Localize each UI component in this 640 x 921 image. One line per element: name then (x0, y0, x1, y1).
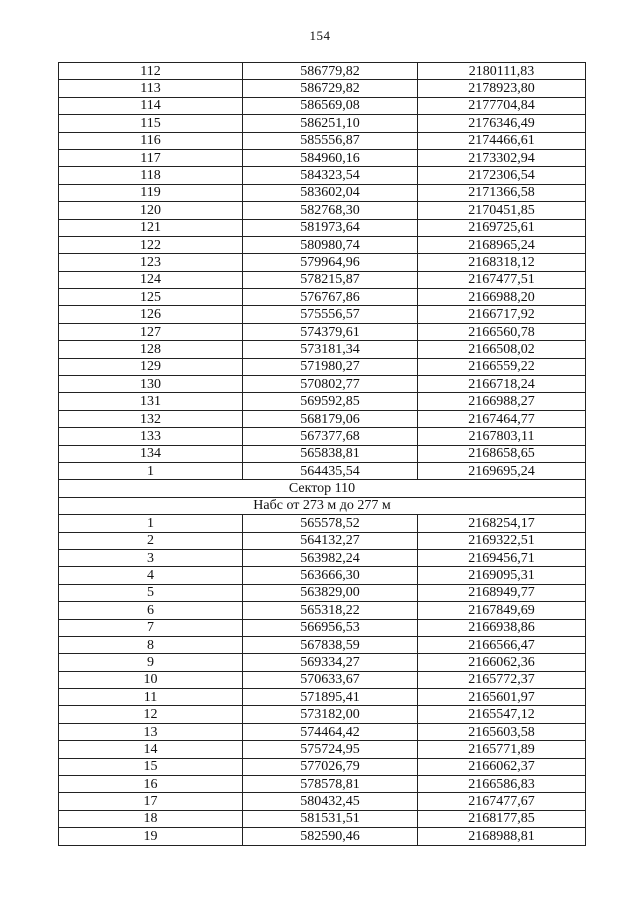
y-coordinate-cell: 2168988,81 (418, 828, 586, 845)
y-coordinate-cell: 2166988,27 (418, 393, 586, 410)
point-number-cell: 134 (59, 445, 243, 462)
table-row (59, 167, 586, 184)
y-coordinate-cell: 2165601,97 (418, 689, 586, 706)
table-row (59, 323, 586, 340)
table-row (59, 63, 586, 80)
y-coordinate-cell: 2166560,78 (418, 323, 586, 340)
point-number-cell: 116 (59, 132, 243, 149)
table-row (59, 636, 586, 653)
x-coordinate-cell: 565318,22 (243, 602, 418, 619)
point-number-cell: 131 (59, 393, 243, 410)
x-coordinate-cell: 568179,06 (243, 410, 418, 427)
point-number-cell: 126 (59, 306, 243, 323)
table-row (59, 793, 586, 810)
x-coordinate-cell: 573182,00 (243, 706, 418, 723)
table-row (59, 445, 586, 462)
y-coordinate-cell: 2166062,37 (418, 758, 586, 775)
y-coordinate-cell: 2168949,77 (418, 584, 586, 601)
y-coordinate-cell: 2166718,24 (418, 376, 586, 393)
table-row (59, 393, 586, 410)
y-coordinate-cell: 2166938,86 (418, 619, 586, 636)
y-coordinate-cell: 2166559,22 (418, 358, 586, 375)
table-row (59, 462, 586, 479)
x-coordinate-cell: 578578,81 (243, 776, 418, 793)
x-coordinate-cell: 563982,24 (243, 549, 418, 566)
x-coordinate-cell: 583602,04 (243, 184, 418, 201)
x-coordinate-cell: 571895,41 (243, 689, 418, 706)
point-number-cell: 127 (59, 323, 243, 340)
point-number-cell: 121 (59, 219, 243, 236)
point-number-cell: 2 (59, 532, 243, 549)
table-row (59, 254, 586, 271)
x-coordinate-cell: 575556,57 (243, 306, 418, 323)
section-title: Сектор 110 (59, 480, 586, 497)
table-row (59, 428, 586, 445)
point-number-cell: 117 (59, 149, 243, 166)
point-number-cell: 123 (59, 254, 243, 271)
point-number-cell: 7 (59, 619, 243, 636)
y-coordinate-cell: 2166062,36 (418, 654, 586, 671)
x-coordinate-cell: 567377,68 (243, 428, 418, 445)
y-coordinate-cell: 2168965,24 (418, 236, 586, 253)
table-row (59, 654, 586, 671)
y-coordinate-cell: 2167464,77 (418, 410, 586, 427)
x-coordinate-cell: 574464,42 (243, 723, 418, 740)
point-number-cell: 1 (59, 462, 243, 479)
point-number-cell: 15 (59, 758, 243, 775)
point-number-cell: 18 (59, 810, 243, 827)
x-coordinate-cell: 565578,52 (243, 515, 418, 532)
y-coordinate-cell: 2169322,51 (418, 532, 586, 549)
y-coordinate-cell: 2178923,80 (418, 80, 586, 97)
x-coordinate-cell: 582590,46 (243, 828, 418, 845)
point-number-cell: 11 (59, 689, 243, 706)
y-coordinate-cell: 2169456,71 (418, 549, 586, 566)
table-row (59, 584, 586, 601)
x-coordinate-cell: 576767,86 (243, 289, 418, 306)
point-number-cell: 132 (59, 410, 243, 427)
x-coordinate-cell: 581531,51 (243, 810, 418, 827)
table-row (59, 202, 586, 219)
point-number-cell: 1 (59, 515, 243, 532)
x-coordinate-cell: 578215,87 (243, 271, 418, 288)
x-coordinate-cell: 575724,95 (243, 741, 418, 758)
x-coordinate-cell: 571980,27 (243, 358, 418, 375)
y-coordinate-cell: 2165603,58 (418, 723, 586, 740)
table-row (59, 410, 586, 427)
y-coordinate-cell: 2173302,94 (418, 149, 586, 166)
x-coordinate-cell: 564132,27 (243, 532, 418, 549)
point-number-cell: 128 (59, 341, 243, 358)
y-coordinate-cell: 2166717,92 (418, 306, 586, 323)
point-number-cell: 6 (59, 602, 243, 619)
y-coordinate-cell: 2166508,02 (418, 341, 586, 358)
x-coordinate-cell: 581973,64 (243, 219, 418, 236)
table-row (59, 776, 586, 793)
point-number-cell: 16 (59, 776, 243, 793)
x-coordinate-cell: 565838,81 (243, 445, 418, 462)
point-number-cell: 120 (59, 202, 243, 219)
table-row (59, 236, 586, 253)
table-row (59, 115, 586, 132)
point-number-cell: 12 (59, 706, 243, 723)
y-coordinate-cell: 2172306,54 (418, 167, 586, 184)
y-coordinate-cell: 2169725,61 (418, 219, 586, 236)
point-number-cell: 124 (59, 271, 243, 288)
x-coordinate-cell: 577026,79 (243, 758, 418, 775)
x-coordinate-cell: 586251,10 (243, 115, 418, 132)
y-coordinate-cell: 2165547,12 (418, 706, 586, 723)
section-title: Набс от 273 м до 277 м (59, 497, 586, 514)
x-coordinate-cell: 564435,54 (243, 462, 418, 479)
point-number-cell: 19 (59, 828, 243, 845)
table-row (59, 306, 586, 323)
table-row (59, 549, 586, 566)
point-number-cell: 14 (59, 741, 243, 758)
point-number-cell: 118 (59, 167, 243, 184)
x-coordinate-cell: 570802,77 (243, 376, 418, 393)
table-row (59, 219, 586, 236)
y-coordinate-cell: 2169095,31 (418, 567, 586, 584)
x-coordinate-cell: 582768,30 (243, 202, 418, 219)
table-row (59, 689, 586, 706)
y-coordinate-cell: 2168177,85 (418, 810, 586, 827)
point-number-cell: 119 (59, 184, 243, 201)
x-coordinate-cell: 563666,30 (243, 567, 418, 584)
x-coordinate-cell: 580980,74 (243, 236, 418, 253)
x-coordinate-cell: 566956,53 (243, 619, 418, 636)
point-number-cell: 129 (59, 358, 243, 375)
x-coordinate-cell: 579964,96 (243, 254, 418, 271)
point-number-cell: 125 (59, 289, 243, 306)
section-header-row (59, 497, 586, 514)
x-coordinate-cell: 574379,61 (243, 323, 418, 340)
y-coordinate-cell: 2168254,17 (418, 515, 586, 532)
y-coordinate-cell: 2180111,83 (418, 63, 586, 80)
table-row (59, 567, 586, 584)
y-coordinate-cell: 2166566,47 (418, 636, 586, 653)
y-coordinate-cell: 2167477,67 (418, 793, 586, 810)
table-row (59, 532, 586, 549)
x-coordinate-cell: 563829,00 (243, 584, 418, 601)
point-number-cell: 4 (59, 567, 243, 584)
coordinates-table (58, 62, 586, 846)
x-coordinate-cell: 584960,16 (243, 149, 418, 166)
point-number-cell: 122 (59, 236, 243, 253)
y-coordinate-cell: 2167477,51 (418, 271, 586, 288)
table-row (59, 741, 586, 758)
y-coordinate-cell: 2167849,69 (418, 602, 586, 619)
table-row (59, 289, 586, 306)
coordinates-table-body (59, 63, 586, 846)
y-coordinate-cell: 2177704,84 (418, 97, 586, 114)
y-coordinate-cell: 2168318,12 (418, 254, 586, 271)
point-number-cell: 130 (59, 376, 243, 393)
table-row (59, 810, 586, 827)
table-row (59, 828, 586, 845)
point-number-cell: 112 (59, 63, 243, 80)
page-number: 154 (309, 28, 331, 43)
x-coordinate-cell: 584323,54 (243, 167, 418, 184)
point-number-cell: 113 (59, 80, 243, 97)
point-number-cell: 115 (59, 115, 243, 132)
y-coordinate-cell: 2170451,85 (418, 202, 586, 219)
table-row (59, 358, 586, 375)
point-number-cell: 13 (59, 723, 243, 740)
y-coordinate-cell: 2166988,20 (418, 289, 586, 306)
table-row (59, 184, 586, 201)
point-number-cell: 133 (59, 428, 243, 445)
table-row (59, 149, 586, 166)
x-coordinate-cell: 569334,27 (243, 654, 418, 671)
point-number-cell: 3 (59, 549, 243, 566)
table-row (59, 619, 586, 636)
x-coordinate-cell: 567838,59 (243, 636, 418, 653)
y-coordinate-cell: 2176346,49 (418, 115, 586, 132)
y-coordinate-cell: 2165772,37 (418, 671, 586, 688)
table-row (59, 376, 586, 393)
x-coordinate-cell: 586779,82 (243, 63, 418, 80)
x-coordinate-cell: 585556,87 (243, 132, 418, 149)
x-coordinate-cell: 570633,67 (243, 671, 418, 688)
x-coordinate-cell: 569592,85 (243, 393, 418, 410)
y-coordinate-cell: 2171366,58 (418, 184, 586, 201)
table-row (59, 706, 586, 723)
section-header-row (59, 480, 586, 497)
table-row (59, 132, 586, 149)
table-row (59, 758, 586, 775)
point-number-cell: 8 (59, 636, 243, 653)
x-coordinate-cell: 580432,45 (243, 793, 418, 810)
table-row (59, 671, 586, 688)
table-row (59, 515, 586, 532)
y-coordinate-cell: 2169695,24 (418, 462, 586, 479)
table-row (59, 341, 586, 358)
table-row (59, 271, 586, 288)
table-row (59, 723, 586, 740)
y-coordinate-cell: 2167803,11 (418, 428, 586, 445)
y-coordinate-cell: 2168658,65 (418, 445, 586, 462)
table-row (59, 97, 586, 114)
point-number-cell: 5 (59, 584, 243, 601)
x-coordinate-cell: 586569,08 (243, 97, 418, 114)
table-row (59, 80, 586, 97)
point-number-cell: 10 (59, 671, 243, 688)
point-number-cell: 9 (59, 654, 243, 671)
point-number-cell: 114 (59, 97, 243, 114)
y-coordinate-cell: 2174466,61 (418, 132, 586, 149)
table-row (59, 602, 586, 619)
x-coordinate-cell: 573181,34 (243, 341, 418, 358)
x-coordinate-cell: 586729,82 (243, 80, 418, 97)
y-coordinate-cell: 2166586,83 (418, 776, 586, 793)
y-coordinate-cell: 2165771,89 (418, 741, 586, 758)
point-number-cell: 17 (59, 793, 243, 810)
